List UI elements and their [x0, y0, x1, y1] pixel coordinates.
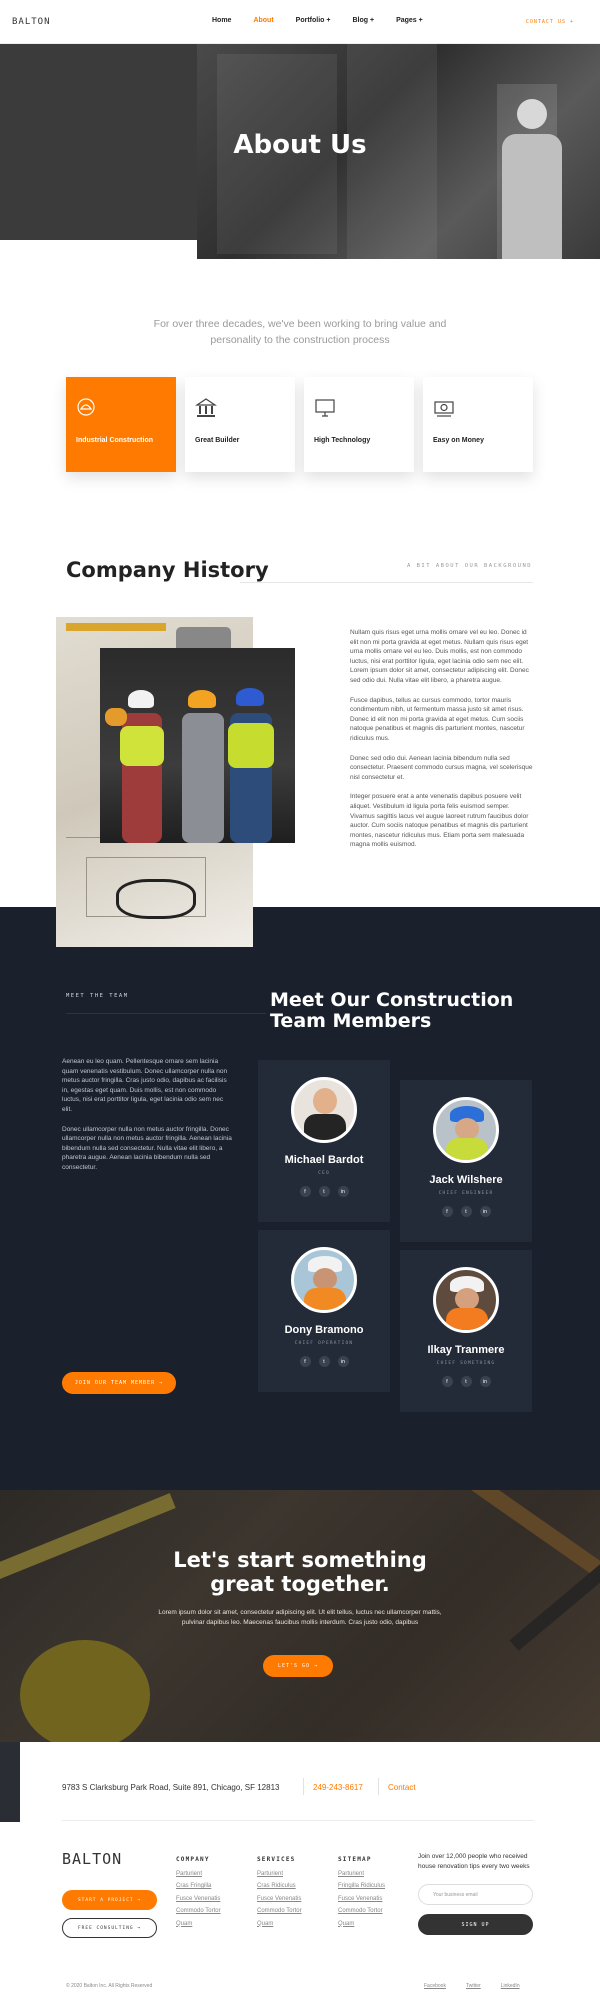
history-title: Company History — [66, 558, 269, 582]
footer-logo[interactable]: BALTON — [62, 1850, 123, 1868]
nav-home[interactable]: Home — [212, 17, 232, 24]
main-nav — [212, 17, 423, 24]
history-paragraph: Integer posuere erat a ante venenatis dapibus posuere velit aliquet. Vestibulum id ligula porta felis euismod semper. Vivamus sagittis lacus vel augue laoreet rutrum faucibus dolor auctor. Cum sociis natoque penatibus et magnis dis parturient montes, nascetur ridiculus mus. Etiam porta sem malesuada magna mollis euismod. — [350, 793, 529, 849]
cta-title-line: Let's start something — [173, 1548, 427, 1572]
twitter-icon[interactable]: t — [319, 1186, 330, 1197]
cta-title — [0, 1548, 600, 1596]
team-text — [62, 1057, 232, 1183]
feature-label: Industrial Construction — [76, 437, 153, 444]
footer-address: 9783 S Clarksburg Park Road, Suite 891, Chicago, SF 12813 — [62, 1783, 280, 1792]
intro-text: For over three decades, we've been working to bring value and personality to the construction process — [153, 318, 447, 346]
free-consulting-button[interactable]: FREE CONSULTING → — [62, 1918, 157, 1938]
footer-column-title: SITEMAP — [338, 1856, 372, 1863]
feature-card-builder[interactable] — [185, 377, 295, 472]
twitter-icon[interactable]: t — [461, 1206, 472, 1217]
linkedin-link[interactable]: LinkedIn — [500, 1983, 520, 1989]
footer-column-company — [176, 1856, 246, 1933]
footer-column-title: COMPANY — [176, 1856, 210, 1863]
feature-card-money[interactable] — [423, 377, 533, 472]
cta-text: Lorem ipsum dolor sit amet, consectetur adipiscing elit. Ut elit tellus, luctus nec ullamcorper mattis, pulvinar dapibus leo. Maecenas faucibus mollis interdum. Cras justo odio, dapibus — [158, 1609, 442, 1626]
member-role: CHIEF SOMETHING — [436, 1361, 496, 1366]
feature-card-industrial[interactable] — [66, 377, 176, 472]
facebook-icon[interactable]: f — [442, 1376, 453, 1387]
feature-card-technology[interactable] — [304, 377, 414, 472]
history-paragraph: Nullam quis risus eget urna mollis ornare vel eu leo. Donec id elit non mi porta gravida at eget metus. Nullam quis risus eget urna mollis ornare vel eu leo. Duis mollis, est non commodo luctus, nisi erat porttitor ligula, eget lacinia odio sem nec elit. Lorem ipsum dolor sit amet, consectetur adipiscing elit. Donec sed odio dui. Nulla vitae elit libero, a pharetra augue. — [350, 629, 529, 684]
facebook-icon[interactable]: f — [442, 1206, 453, 1217]
linkedin-icon[interactable]: in — [480, 1206, 491, 1217]
facebook-icon[interactable]: f — [300, 1356, 311, 1367]
join-team-button[interactable]: JOIN OUR TEAM MEMBER → — [62, 1372, 176, 1394]
history-paragraph: Donec sed odio dui. Aenean lacinia bibendum nulla sed consectetur. Praesent commodo cursus magna, vel scelerisque nisl consectetur et. — [350, 754, 533, 781]
avatar — [291, 1247, 357, 1313]
start-project-button[interactable]: START A PROJECT → — [62, 1890, 157, 1910]
newsletter-text: Join over 12,000 people who received house renovation tips every two weeks — [418, 1853, 530, 1870]
footer-link[interactable]: Fusce Venenatis — [338, 1895, 383, 1902]
linkedin-icon[interactable]: in — [338, 1356, 349, 1367]
history-text — [350, 628, 535, 860]
footer-link[interactable]: Parturient — [257, 1871, 284, 1877]
member-role: CEO — [318, 1171, 330, 1176]
team-label: MEET THE TEAM — [66, 993, 129, 999]
footer-corner-accent — [0, 1742, 20, 1822]
footer-link[interactable]: Fusce Venenatis — [176, 1895, 221, 1902]
member-socials — [400, 1206, 532, 1217]
team-paragraph: Aenean eu leo quam. Pellentesque ornare sem lacinia quam venenatis vestibulum. Donec ullamcorper nulla non metus auctor fringilla. Cras justo odio, dapibus ac facilisis in, egestas eget quam. Duis mollis, est non commodo luctus, nisi erat porttitor ligula, eget lacinia odio sem nec elit. — [62, 1058, 228, 1113]
footer-social-links — [424, 1983, 520, 1989]
twitter-icon[interactable]: t — [319, 1356, 330, 1367]
team-card-ilkay[interactable] — [400, 1250, 532, 1412]
member-socials — [258, 1186, 390, 1197]
divider — [303, 1778, 304, 1795]
nav-portfolio[interactable]: Portfolio + — [295, 17, 331, 24]
history-subtitle: A BIT ABOUT OUR BACKGROUND — [407, 563, 533, 569]
member-name: Michael Bardot — [284, 1154, 364, 1166]
member-name: Jack Wilshere — [429, 1174, 503, 1186]
footer-link[interactable]: Quam — [176, 1920, 193, 1927]
team-title: Meet Our Construction Team Members — [270, 989, 514, 1032]
team-divider — [66, 1013, 266, 1014]
footer-link[interactable]: Cras Ridiculus — [257, 1883, 296, 1890]
nav-pages[interactable]: Pages + — [396, 17, 423, 24]
sign-up-button[interactable]: SIGN UP — [418, 1914, 533, 1935]
footer-column-title: SERVICES — [257, 1856, 296, 1863]
feature-label: Great Builder — [195, 437, 240, 444]
footer-link[interactable]: Commodo Tortor — [338, 1908, 383, 1915]
hero-white-strip — [0, 240, 197, 259]
twitter-link[interactable]: Twitter — [465, 1983, 481, 1989]
nav-blog[interactable]: Blog + — [352, 17, 375, 24]
team-paragraph: Donec ullamcorper nulla non metus auctor fringilla. Donec ullamcorper nulla non metus auctor fringilla. Aenean lacinia bibendum nulla sed consectetur. Nulla vitae elit libero, a pharetra augue. Aenean lacinia bibendum nulla sed consectetur. — [62, 1125, 232, 1171]
member-socials — [400, 1376, 532, 1387]
team-card-dony[interactable] — [258, 1230, 390, 1392]
avatar — [433, 1097, 499, 1163]
history-divider — [240, 582, 533, 583]
member-name: Ilkay Tranmere — [427, 1344, 505, 1356]
nav-about[interactable]: About — [253, 17, 274, 24]
team-card-jack[interactable] — [400, 1080, 532, 1242]
contact-us-link[interactable]: CONTACT US + — [525, 19, 574, 25]
divider — [378, 1778, 379, 1795]
footer-column-sitemap — [338, 1856, 408, 1933]
facebook-icon[interactable]: f — [300, 1186, 311, 1197]
avatar — [291, 1077, 357, 1143]
footer-link[interactable]: Parturient — [176, 1871, 203, 1877]
footer-link[interactable]: Commodo Tortor — [257, 1908, 302, 1915]
site-logo[interactable]: BALTON — [12, 17, 51, 27]
facebook-link[interactable]: Facebook — [424, 1983, 446, 1989]
newsletter-email-input[interactable]: Your business email — [418, 1884, 533, 1905]
footer-link[interactable]: Parturient — [338, 1871, 365, 1877]
member-role: CHIEF OPERATION — [294, 1341, 354, 1346]
linkedin-icon[interactable]: in — [480, 1376, 491, 1387]
page-title: About Us — [233, 130, 367, 160]
member-role: CHIEF ENGINEER — [438, 1191, 494, 1196]
footer-contact-link[interactable]: Contact — [388, 1783, 416, 1792]
feature-label: Easy on Money — [433, 437, 484, 444]
footer-phone[interactable]: 249-243-8617 — [313, 1783, 363, 1792]
money-icon — [433, 397, 455, 419]
cta-title-line: great together. — [210, 1572, 390, 1596]
site-header — [0, 0, 600, 44]
feature-label: High Technology — [314, 437, 371, 444]
linkedin-icon[interactable]: in — [338, 1186, 349, 1197]
avatar — [433, 1267, 499, 1333]
footer-link[interactable]: Fringilla Ridiculus — [338, 1883, 386, 1890]
footer-divider — [62, 1820, 534, 1821]
copyright: © 2020 Balton Inc. All Rights Reserved — [66, 1983, 153, 1989]
footer-column-services — [257, 1856, 327, 1933]
footer-link[interactable]: Commodo Tortor — [176, 1908, 221, 1915]
twitter-icon[interactable]: t — [461, 1376, 472, 1387]
lets-go-button[interactable]: LET'S GO → — [263, 1655, 333, 1677]
footer-link[interactable]: Quam — [338, 1920, 355, 1927]
footer-link[interactable]: Fusce Venenatis — [257, 1895, 302, 1902]
engineers-image — [100, 648, 295, 843]
member-name: Dony Bramono — [284, 1324, 364, 1336]
member-socials — [258, 1356, 390, 1367]
team-card-michael[interactable] — [258, 1060, 390, 1222]
hardhat-icon — [76, 397, 98, 419]
footer-link[interactable]: Cras Fringilla — [176, 1883, 212, 1890]
bank-icon — [195, 397, 217, 419]
footer-link[interactable]: Quam — [257, 1920, 274, 1927]
monitor-icon — [314, 397, 336, 419]
history-paragraph: Fusce dapibus, tellus ac cursus commodo, tortor mauris condimentum nibh, ut fermentum massa justo sit amet risus. Donec id elit non mi porta gravida at eget metus. Cum sociis natoque penatibus et magnis dis parturient montes, nascetur ridiculus mus. — [350, 696, 525, 742]
